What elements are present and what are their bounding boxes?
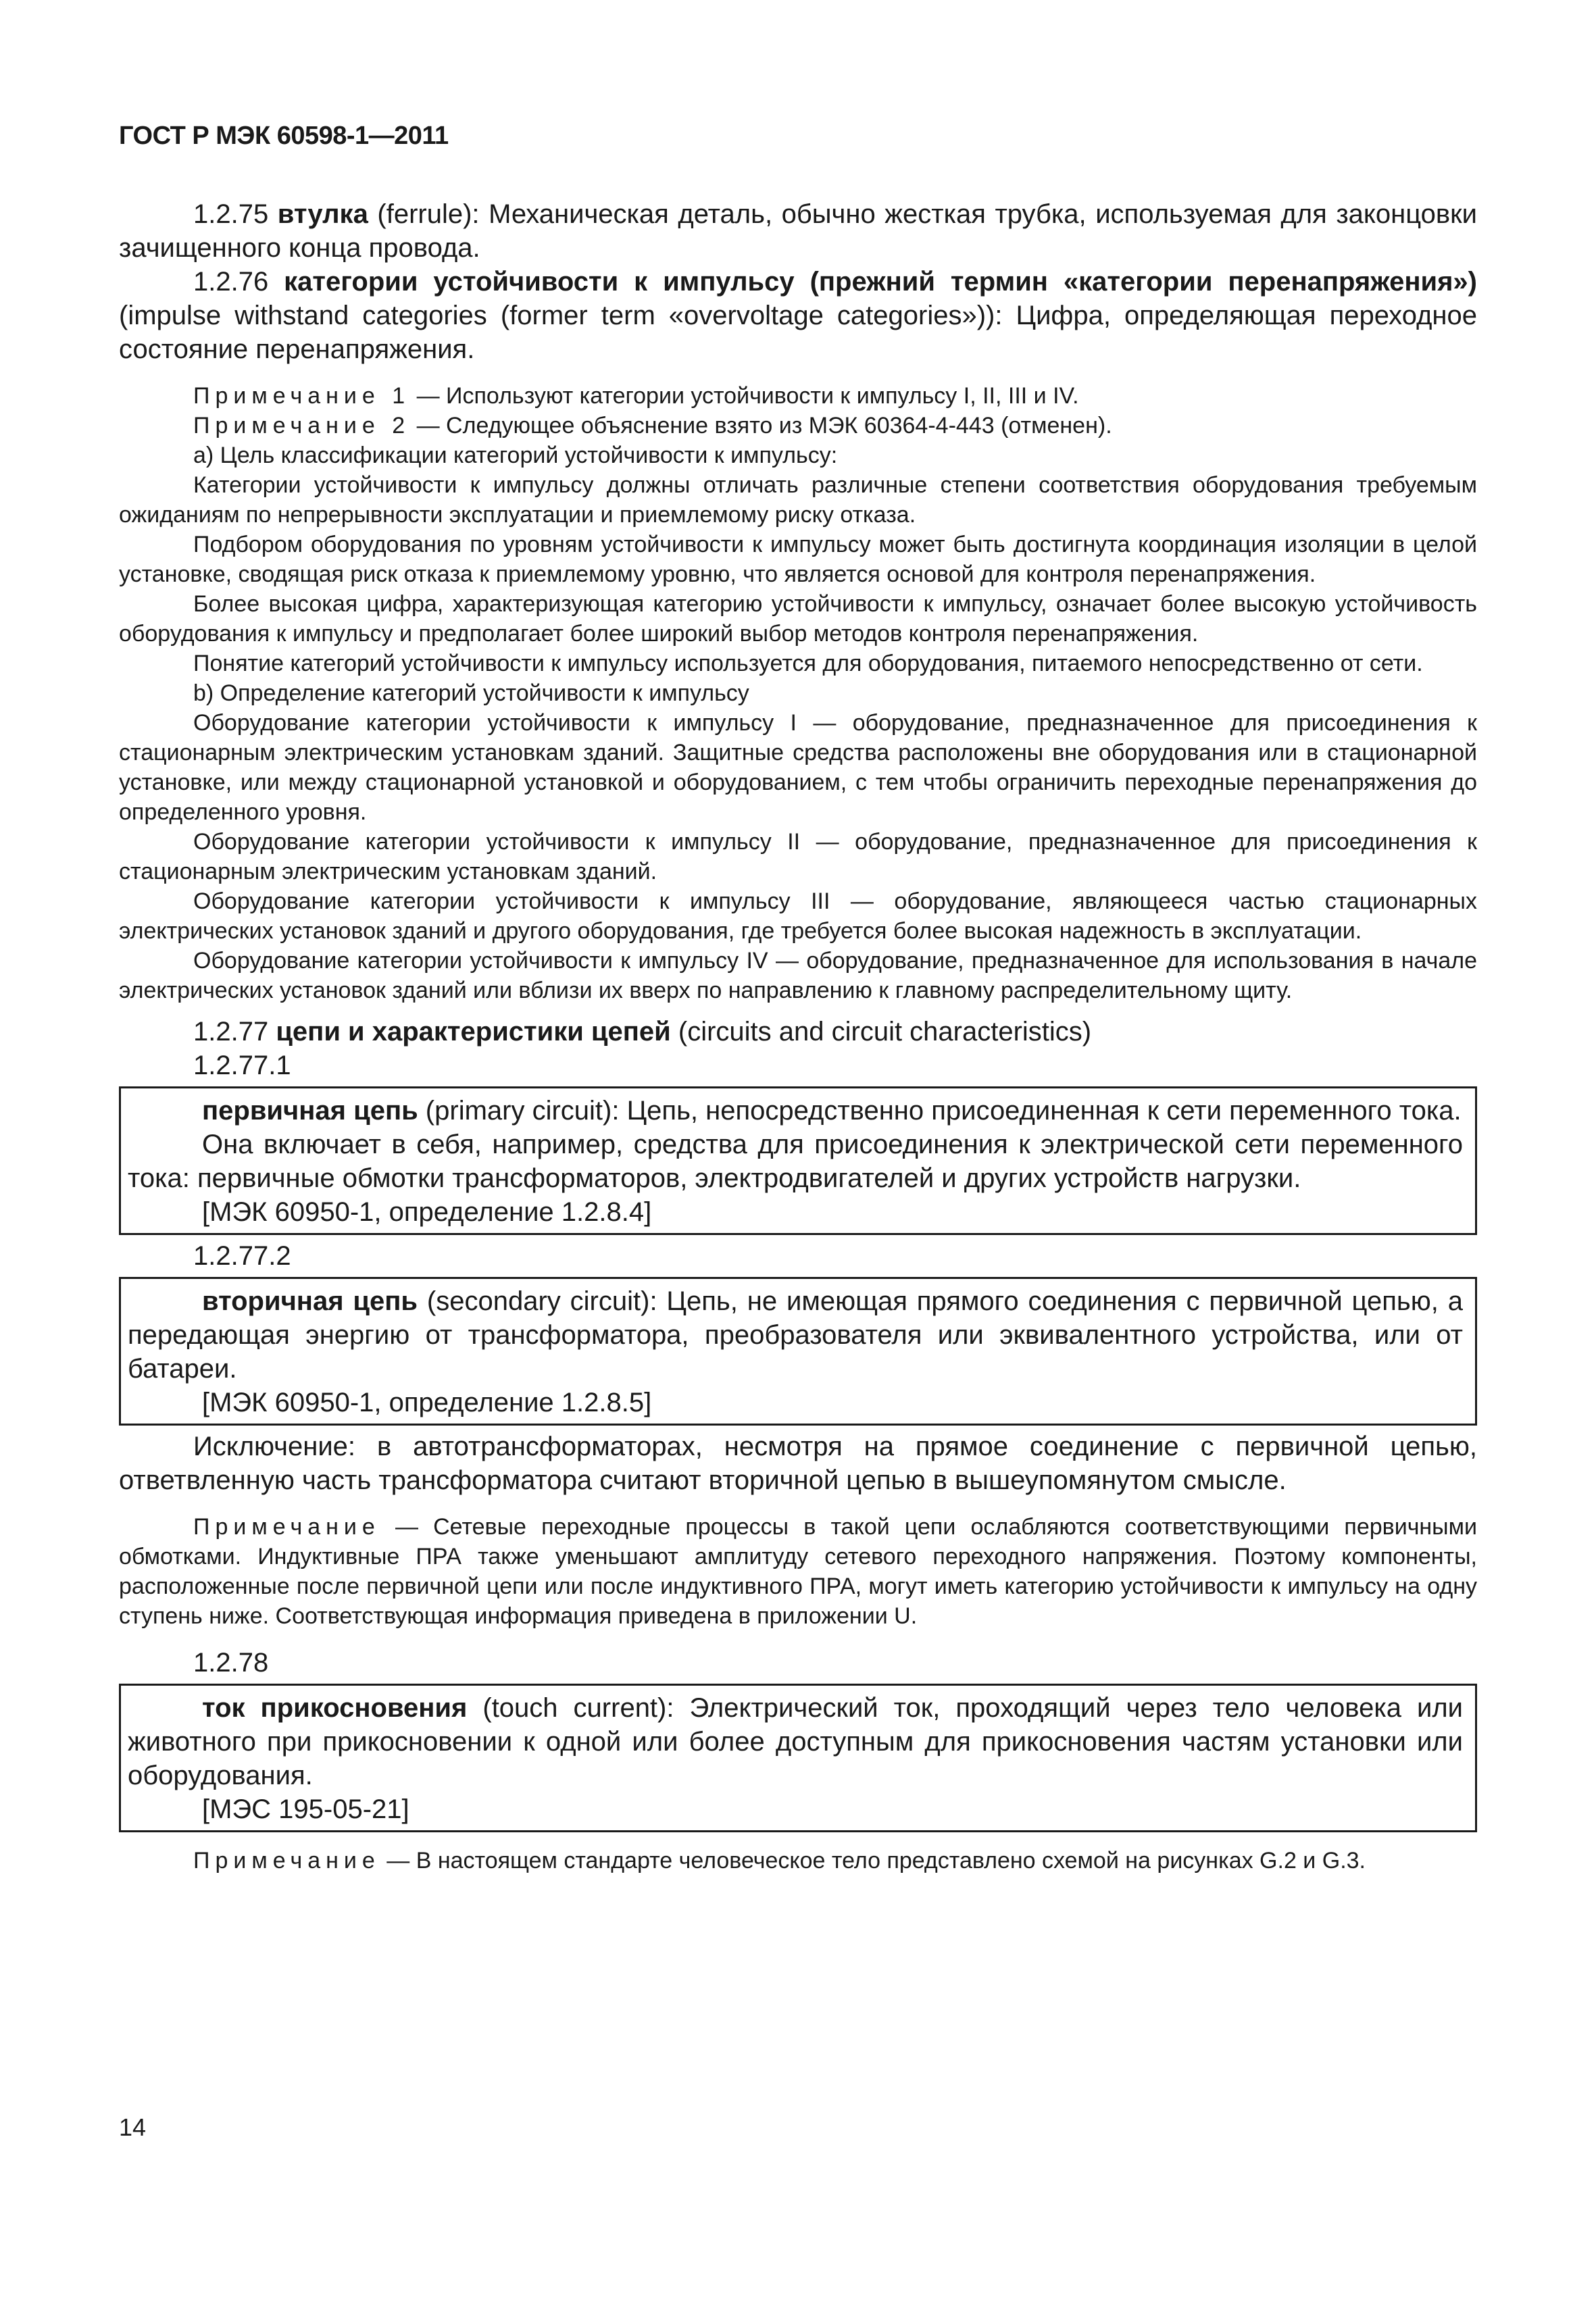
- note-text: — Сетевые переходные процессы в такой цепи ослабляются соответствующими первичными обмотками. Индуктивные ПРА также уменьшают амплитуду сетевого переходного напряжения. Поэтому компоненты, расположенные после первичной цепи или после индуктивного ПРА, могут иметь категорию устойчивости к импульсу на одну ступень ниже. Соответствующая информация приведена в приложении U.: [119, 1514, 1477, 1629]
- note-subsection-a-title: а) Цель классификации категорий устойчивости к импульсу:: [193, 443, 838, 468]
- clause-term: втулка: [277, 199, 368, 229]
- definition-reference: [МЭК 60950-1, определение 1.2.8.4]: [202, 1197, 652, 1227]
- clause-1-2-76: [119, 265, 1477, 366]
- clause-1-2-77: [119, 1015, 1477, 1049]
- note-secondary-circuit: [119, 1512, 1477, 1631]
- clause-term: категории устойчивости к импульсу (прежний термин «категории перенапряжения»): [284, 267, 1477, 297]
- clause-number-1-2-77-2: 1.2.77.2: [193, 1241, 291, 1271]
- note-2: [119, 411, 1477, 441]
- clause-1-2-75: [119, 197, 1477, 265]
- note-paragraph: Оборудование категории устойчивости к импульсу IV — оборудование, предназначенное для использования в начале электрических установок зданий или вблизи их вверх по направлению к главному распределительному щиту.: [119, 948, 1477, 1003]
- definition-term: ток прикосновения: [202, 1693, 468, 1723]
- definition-term: первичная цепь: [202, 1096, 418, 1126]
- note-touch-current: [119, 1846, 1477, 1876]
- note-paragraph: Категории устойчивости к импульсу должны отличать различные степени соответствия оборудования требуемым ожиданиям по непрерывности эксплуатации и приемлемому риску отказа.: [119, 472, 1477, 528]
- clause-number-1-2-78: 1.2.78: [193, 1648, 269, 1678]
- note-label: Примечание 2: [193, 413, 411, 438]
- definition-text: первичная цепь (primary circuit): Цепь, непосредственно присоединенная к сети переменного тока.: [202, 1096, 1462, 1126]
- note-text: — Используют категории устойчивости к импульсу I, II, III и IV.: [410, 383, 1079, 409]
- note-label: Примечание: [193, 1848, 380, 1873]
- document-body: [119, 197, 1477, 1876]
- definition-box-secondary-circuit: [119, 1277, 1477, 1426]
- note-text: — Следующее объяснение взято из МЭК 60364-4-443 (отменен).: [410, 413, 1112, 438]
- note-paragraph: Оборудование категории устойчивости к импульсу III — оборудование, являющееся частью стационарных электрических установок зданий и другого оборудования, где требуется более высокая надежность в эксплуатации.: [119, 888, 1477, 944]
- note-paragraph: Подбором оборудования по уровням устойчивости к импульсу может быть достигнута координация изоляции в целой установке, сводящая риск отказа к приемлемому уровню, что является основой для контроля перенапряжения.: [119, 532, 1477, 587]
- definition-box-primary-circuit: [119, 1086, 1477, 1235]
- clause-number: 1.2.75: [193, 199, 278, 229]
- note-paragraph: Более высокая цифра, характеризующая категорию устойчивости к импульсу, означает более высокую устойчивость оборудования к импульсу и предполагает более широкий выбор методов контроля перенапряжения.: [119, 591, 1477, 647]
- page-number: 14: [119, 2113, 147, 2141]
- note-label: Примечание: [193, 1514, 380, 1540]
- clause-definition: (impulse withstand categories (former term «overvoltage categories»)): Цифра, определяющая переходное состояние перенапряжения.: [119, 301, 1477, 364]
- note-paragraph: Оборудование категории устойчивости к импульсу II — оборудование, предназначенное для присоединения к стационарным электрическим установкам зданий.: [119, 829, 1477, 884]
- definition-text: ток прикосновения (touch current): Электрический ток, проходящий через тело человека или животного при прикосновении к одной или более доступным для прикосновения частям установки или оборудования.: [128, 1693, 1464, 1790]
- definition-box-touch-current: [119, 1684, 1477, 1832]
- definition-reference: [МЭС 195-05-21]: [202, 1794, 409, 1824]
- clause-number: 1.2.76: [193, 267, 284, 297]
- clause-number-1-2-77-1: 1.2.77.1: [193, 1051, 291, 1080]
- document-header: ГОСТ Р МЭК 60598-1—2011: [119, 122, 449, 150]
- note-subsection-b-title: b) Определение категорий устойчивости к импульсу: [193, 680, 749, 706]
- definition-paragraph: Она включает в себя, например, средства для присоединения к электрической сети переменного тока: первичные обмотки трансформаторов, электродвигателей и других устройств нагрузки.: [128, 1130, 1463, 1193]
- note-paragraph: Оборудование категории устойчивости к импульсу I — оборудование, предназначенное для присоединения к стационарным электрическим установкам зданий. Защитные средства расположены вне оборудования или в стационарной установке, или между стационарной установкой и оборудованием, с тем чтобы ограничить переходные перенапряжения до определенного уровня.: [119, 710, 1477, 825]
- note-label: Примечание 1: [193, 383, 411, 409]
- exception-paragraph: Исключение: в автотрансформаторах, несмотря на прямое соединение с первичной цепью, ответвленную часть трансформатора считают вторичной цепью в вышеупомянутом смысле.: [119, 1432, 1477, 1495]
- clause-definition: (circuits and circuit characteristics): [670, 1017, 1092, 1047]
- clause-number: 1.2.77: [193, 1017, 276, 1047]
- definition-text: вторичная цепь (secondary circuit): Цепь, не имеющая прямого соединения с первичной цепью, а передающая энергию от трансформатора, преобразователя или эквивалентного устройства, или от батареи.: [128, 1286, 1464, 1384]
- clause-definition: (ferrule): Механическая деталь, обычно жесткая трубка, используемая для законцовки зачищенного конца провода.: [119, 199, 1477, 263]
- definition-term: вторичная цепь: [202, 1286, 418, 1316]
- clause-term: цепи и характеристики цепей: [276, 1017, 671, 1047]
- note-text: — В настоящем стандарте человеческое тело представлено схемой на рисунках G.2 и G.3.: [380, 1848, 1366, 1873]
- note-paragraph: Понятие категорий устойчивости к импульсу используется для оборудования, питаемого непосредственно от сети.: [193, 651, 1423, 676]
- definition-reference: [МЭК 60950-1, определение 1.2.8.5]: [202, 1388, 652, 1417]
- note-1: [119, 381, 1477, 411]
